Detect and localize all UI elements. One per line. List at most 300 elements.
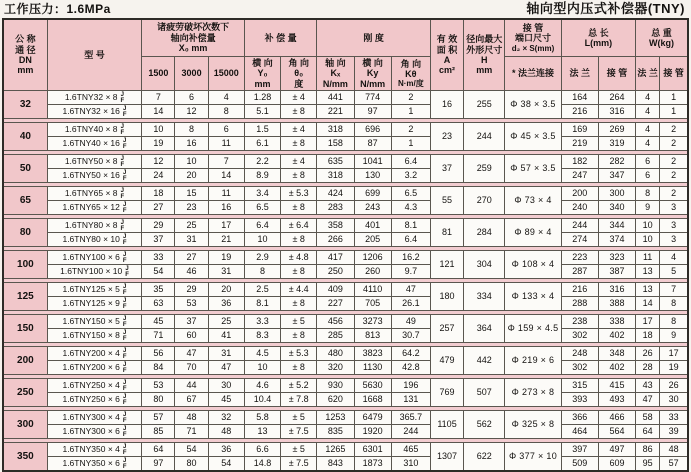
ky-cell: 4110 (354, 283, 391, 297)
kx-cell: 424 (317, 187, 354, 201)
table-row (3, 315, 688, 329)
effective-area-cell: 23 (430, 123, 463, 151)
ktheta-cell: 244 (391, 425, 430, 439)
angular-theta0-cell: ± 8 (281, 201, 317, 215)
kx-cell: 456 (317, 315, 354, 329)
weight-pipe-cell: 3 (660, 201, 688, 215)
lateral-y0-cell: 10 (244, 361, 280, 375)
weight-flange-cell: 86 (636, 443, 660, 457)
length-flange-cell: 248 (561, 347, 598, 361)
model-cell (47, 105, 142, 119)
x0-15000-cell: 54 (208, 457, 244, 472)
model-text: 1.6TNY32 × 16 (62, 105, 120, 116)
x0-3000-cell: 31 (175, 233, 208, 247)
ktheta-cell: 310 (391, 457, 430, 472)
weight-pipe-cell: 2 (660, 137, 688, 151)
length-flange-cell: 219 (561, 137, 598, 151)
x0-3000-cell: 16 (175, 137, 208, 151)
kx-cell: 285 (317, 329, 354, 343)
angular-theta0-cell: ± 7.5 (281, 425, 317, 439)
ktheta-cell: 131 (391, 393, 430, 407)
x0-15000-cell: 11 (208, 137, 244, 151)
pipe-size-cell: Φ 38 × 3.5 (505, 91, 561, 119)
lateral-y0-cell: 2.2 (244, 155, 280, 169)
kx-cell: 1253 (317, 411, 354, 425)
ktheta-cell: 8.1 (391, 219, 430, 233)
ktheta-cell: 47 (391, 283, 430, 297)
connection-type-jf-mark: J F (122, 283, 127, 296)
angular-theta0-cell: ± 5.3 (281, 187, 317, 201)
length-flange-cell: 223 (561, 251, 598, 265)
x0-1500-cell: 29 (142, 219, 175, 233)
weight-flange-cell: 4 (636, 137, 660, 151)
table-row (3, 105, 688, 119)
x0-3000-cell: 12 (175, 105, 208, 119)
dn-cell: 32 (3, 91, 47, 119)
connection-type-jf-mark: J F (122, 251, 127, 264)
ktheta-cell: 64.2 (391, 347, 430, 361)
x0-3000-cell: 37 (175, 315, 208, 329)
x0-3000-cell: 46 (175, 265, 208, 279)
ktheta-cell: 2 (391, 123, 430, 137)
connection-type-jf-mark: J F (122, 233, 127, 246)
connection-type-jf-mark: J F (122, 329, 127, 342)
x0-3000-cell: 23 (175, 201, 208, 215)
table-row (3, 379, 688, 393)
length-pipe-cell: 347 (598, 169, 635, 183)
weight-flange-cell: 14 (636, 297, 660, 311)
lateral-y0-cell: 8.9 (244, 169, 280, 183)
kx-cell: 835 (317, 425, 354, 439)
dn-cell: 50 (3, 155, 47, 183)
length-flange-cell: 216 (561, 283, 598, 297)
subheader-angular-ktheta: 角 向 Kθ N·m/度 (391, 57, 430, 91)
dn-cell: 350 (3, 443, 47, 472)
x0-15000-cell: 17 (208, 219, 244, 233)
effective-area-cell: 257 (430, 315, 463, 343)
x0-1500-cell: 57 (142, 411, 175, 425)
weight-pipe-cell: 3 (660, 219, 688, 233)
x0-1500-cell: 80 (142, 393, 175, 407)
model-text: 1.6TNY50 × 16 (62, 169, 120, 180)
ky-cell: 699 (354, 187, 391, 201)
length-pipe-cell: 319 (598, 137, 635, 151)
weight-pipe-cell: 8 (660, 297, 688, 311)
ktheta-cell: 6.5 (391, 187, 430, 201)
lateral-y0-cell: 6.5 (244, 201, 280, 215)
x0-15000-cell: 47 (208, 361, 244, 375)
length-flange-cell: 302 (561, 361, 598, 375)
x0-15000-cell: 30 (208, 379, 244, 393)
x0-3000-cell: 48 (175, 411, 208, 425)
weight-pipe-cell: 2 (660, 155, 688, 169)
col-header-stiffness-group: 刚 度 (317, 19, 431, 57)
x0-15000-cell: 8 (208, 105, 244, 119)
subheader-axial-kx: 轴 向 Kₓ N/mm (317, 57, 354, 91)
model-cell (47, 137, 142, 151)
angular-theta0-cell: ± 8 (281, 265, 317, 279)
x0-1500-cell: 84 (142, 361, 175, 375)
weight-pipe-cell: 48 (660, 443, 688, 457)
ky-cell: 6301 (354, 443, 391, 457)
ktheta-cell: 9.7 (391, 265, 430, 279)
dn-cell: 300 (3, 411, 47, 439)
working-pressure-title: 工作压力：1.6MPa (4, 2, 111, 16)
weight-flange-cell: 9 (636, 201, 660, 215)
connection-type-jf-mark: J F (122, 393, 127, 406)
ktheta-cell: 196 (391, 379, 430, 393)
weight-flange-cell: 47 (636, 393, 660, 407)
dn-cell: 150 (3, 315, 47, 343)
model-cell (47, 91, 142, 105)
table-row (3, 443, 688, 457)
length-flange-cell: 244 (561, 219, 598, 233)
lateral-y0-cell: 6.1 (244, 137, 280, 151)
weight-flange-cell: 6 (636, 155, 660, 169)
model-cell (47, 219, 142, 233)
model-text: 1.6TNY125 × 5 (62, 283, 120, 294)
pipe-size-cell: Φ 133 × 4 (505, 283, 561, 311)
ky-cell: 87 (354, 137, 391, 151)
pipe-size-cell: Φ 73 × 4 (505, 187, 561, 215)
kx-cell: 930 (317, 379, 354, 393)
weight-pipe-cell: 3 (660, 233, 688, 247)
radial-max-cell: 284 (464, 219, 505, 247)
length-pipe-cell: 264 (598, 91, 635, 105)
ktheta-cell: 465 (391, 443, 430, 457)
x0-15000-cell: 14 (208, 169, 244, 183)
angular-theta0-cell: ± 5 (281, 411, 317, 425)
length-flange-cell: 240 (561, 201, 598, 215)
x0-15000-cell: 48 (208, 425, 244, 439)
table-row (3, 187, 688, 201)
model-label (48, 220, 142, 232)
x0-15000-cell: 36 (208, 297, 244, 311)
model-cell (47, 443, 142, 457)
lateral-y0-cell: 4.6 (244, 379, 280, 393)
model-label (48, 170, 142, 182)
connection-type-jf-mark: J F (122, 457, 127, 470)
connection-type-jf-mark: J F (122, 297, 127, 310)
x0-1500-cell: 37 (142, 233, 175, 247)
model-text: 1.6TNY80 × 10 (62, 233, 120, 244)
model-label (48, 458, 142, 470)
model-label (48, 394, 142, 406)
x0-1500-cell: 54 (142, 265, 175, 279)
connection-type-jf-mark: J F (120, 155, 125, 168)
x0-15000-cell: 25 (208, 315, 244, 329)
radial-max-cell: 622 (464, 443, 505, 472)
x0-15000-cell: 31 (208, 265, 244, 279)
weight-flange-cell: 95 (636, 457, 660, 472)
weight-flange-cell: 64 (636, 425, 660, 439)
radial-max-cell: 304 (464, 251, 505, 279)
model-text: 1.6TNY250 × 4 (62, 379, 120, 390)
dn-cell: 65 (3, 187, 47, 215)
kx-cell: 250 (317, 265, 354, 279)
length-pipe-cell: 388 (598, 297, 635, 311)
x0-15000-cell: 32 (208, 411, 244, 425)
table-row (3, 233, 688, 247)
x0-3000-cell: 27 (175, 251, 208, 265)
weight-flange-cell: 10 (636, 219, 660, 233)
kx-cell: 409 (317, 283, 354, 297)
weight-flange-cell: 58 (636, 411, 660, 425)
model-text: 1.6TNY250 × 6 (62, 393, 120, 404)
connection-type-jf-mark: J F (122, 315, 127, 328)
angular-theta0-cell: ± 8 (281, 233, 317, 247)
weight-flange-cell: 18 (636, 329, 660, 343)
length-flange-cell: 164 (561, 91, 598, 105)
length-flange-cell: 200 (561, 187, 598, 201)
connection-type-jf-mark: J F (122, 411, 127, 424)
ktheta-cell: 1 (391, 105, 430, 119)
x0-1500-cell: 85 (142, 425, 175, 439)
kx-cell: 480 (317, 347, 354, 361)
model-cell (47, 329, 142, 343)
model-cell (47, 425, 142, 439)
lateral-y0-cell: 3.3 (244, 315, 280, 329)
radial-max-cell: 255 (464, 91, 505, 119)
ktheta-cell: 3.2 (391, 169, 430, 183)
compensator-spec-table (2, 18, 689, 472)
x0-1500-cell: 24 (142, 169, 175, 183)
pipe-size-cell: Φ 108 × 4 (505, 251, 561, 279)
col-header-pipe-end: 接 管 端口尺寸 d₂ × S(mm) (505, 19, 561, 57)
angular-theta0-cell: ± 5.2 (281, 379, 317, 393)
ktheta-cell: 6.4 (391, 233, 430, 247)
table-row (3, 169, 688, 183)
subheader-cycles-15000: 15000 (208, 57, 244, 91)
lateral-y0-cell: 8 (244, 265, 280, 279)
kx-cell: 320 (317, 361, 354, 375)
weight-pipe-cell: 1 (660, 91, 688, 105)
length-pipe-cell: 269 (598, 123, 635, 137)
dn-cell: 40 (3, 123, 47, 151)
connection-type-jf-mark: J F (122, 425, 127, 438)
weight-pipe-cell: 19 (660, 361, 688, 375)
table-row (3, 283, 688, 297)
dn-cell: 200 (3, 347, 47, 375)
effective-area-cell: 180 (430, 283, 463, 311)
col-header-total-length: 总 长 L(mm) (561, 19, 635, 57)
lateral-y0-cell: 13 (244, 425, 280, 439)
weight-pipe-cell: 17 (660, 347, 688, 361)
model-label (48, 412, 142, 424)
length-flange-cell: 366 (561, 411, 598, 425)
lateral-y0-cell: 3.4 (244, 187, 280, 201)
length-pipe-cell: 493 (598, 393, 635, 407)
title-bar (0, 0, 691, 18)
x0-15000-cell: 6 (208, 123, 244, 137)
weight-pipe-cell: 1 (660, 105, 688, 119)
kx-cell: 441 (317, 91, 354, 105)
weight-pipe-cell: 33 (660, 411, 688, 425)
subheader-lateral-y0: 横 向 Y₀ mm (244, 57, 280, 91)
x0-15000-cell: 21 (208, 233, 244, 247)
subheader-angular-theta0: 角 向 θ₀ 度 (281, 57, 317, 91)
angular-theta0-cell: ± 7.8 (281, 393, 317, 407)
weight-pipe-cell: 26 (660, 379, 688, 393)
x0-3000-cell: 10 (175, 155, 208, 169)
x0-15000-cell: 41 (208, 329, 244, 343)
length-flange-cell: 169 (561, 123, 598, 137)
x0-1500-cell: 18 (142, 187, 175, 201)
model-label (48, 124, 142, 136)
length-flange-cell: 182 (561, 155, 598, 169)
ky-cell: 6479 (354, 411, 391, 425)
x0-15000-cell: 36 (208, 443, 244, 457)
radial-max-cell: 364 (464, 315, 505, 343)
lateral-y0-cell: 5.1 (244, 105, 280, 119)
model-cell (47, 233, 142, 247)
model-label (48, 188, 142, 200)
ktheta-cell: 1 (391, 137, 430, 151)
x0-3000-cell: 6 (175, 91, 208, 105)
x0-1500-cell: 19 (142, 137, 175, 151)
ktheta-cell: 365.7 (391, 411, 430, 425)
radial-max-cell: 442 (464, 347, 505, 375)
lateral-y0-cell: 1.28 (244, 91, 280, 105)
length-pipe-cell: 497 (598, 443, 635, 457)
angular-theta0-cell: ± 6.4 (281, 219, 317, 233)
connection-type-jf-mark: J F (122, 361, 127, 374)
kx-cell: 266 (317, 233, 354, 247)
ky-cell: 1668 (354, 393, 391, 407)
radial-max-cell: 244 (464, 123, 505, 151)
model-text: 1.6TNY350 × 4 (62, 443, 120, 454)
pipe-size-cell: Φ 219 × 6 (505, 347, 561, 375)
model-cell (47, 457, 142, 472)
model-text: 1.6TNY32 × 8 (64, 91, 118, 102)
angular-theta0-cell: ± 4.4 (281, 283, 317, 297)
length-pipe-cell: 415 (598, 379, 635, 393)
ky-cell: 1041 (354, 155, 391, 169)
model-label (48, 252, 142, 264)
model-text: 1.6TNY125 × 9 (62, 297, 120, 308)
weight-flange-cell: 11 (636, 251, 660, 265)
length-pipe-cell: 344 (598, 219, 635, 233)
connection-type-jf-mark: J F (120, 123, 125, 136)
model-cell (47, 283, 142, 297)
pipe-size-cell: Φ 57 × 3.5 (505, 155, 561, 183)
table-row (3, 297, 688, 311)
model-label (48, 266, 142, 278)
kx-cell: 227 (317, 297, 354, 311)
kx-cell: 158 (317, 137, 354, 151)
col-header-dn: 公 称 通 径 DN mm (3, 19, 47, 91)
x0-3000-cell: 71 (175, 425, 208, 439)
x0-1500-cell: 71 (142, 329, 175, 343)
lateral-y0-cell: 5.8 (244, 411, 280, 425)
x0-15000-cell: 19 (208, 251, 244, 265)
angular-theta0-cell: ± 8 (281, 169, 317, 183)
model-cell (47, 393, 142, 407)
weight-pipe-cell: 39 (660, 425, 688, 439)
ky-cell: 243 (354, 201, 391, 215)
subheader-lateral-ky: 横 向 Ky N/mm (354, 57, 391, 91)
x0-3000-cell: 15 (175, 187, 208, 201)
table-row (3, 91, 688, 105)
x0-1500-cell: 12 (142, 155, 175, 169)
table-row (3, 425, 688, 439)
length-pipe-cell: 402 (598, 329, 635, 343)
model-label (48, 234, 142, 246)
length-flange-cell: 315 (561, 379, 598, 393)
pipe-size-cell: Φ 325 × 8 (505, 411, 561, 439)
model-text: 1.6TNY50 × 8 (64, 155, 118, 166)
ky-cell: 3273 (354, 315, 391, 329)
weight-pipe-cell: 57 (660, 457, 688, 472)
x0-3000-cell: 80 (175, 457, 208, 472)
x0-3000-cell: 44 (175, 379, 208, 393)
length-pipe-cell: 323 (598, 251, 635, 265)
dn-cell: 250 (3, 379, 47, 407)
kx-cell: 221 (317, 105, 354, 119)
model-cell (47, 201, 142, 215)
product-title: 轴向型内压式补偿器(TNY) (526, 1, 685, 16)
model-cell (47, 379, 142, 393)
length-pipe-cell: 374 (598, 233, 635, 247)
lateral-y0-cell: 4.5 (244, 347, 280, 361)
model-label (48, 426, 142, 438)
model-text: 1.6TNY80 × 8 (64, 219, 118, 230)
ky-cell: 260 (354, 265, 391, 279)
ktheta-cell: 26.1 (391, 297, 430, 311)
ktheta-cell: 2 (391, 91, 430, 105)
x0-1500-cell: 33 (142, 251, 175, 265)
subheader-weight-flange: 法 兰 (636, 57, 660, 91)
weight-flange-cell: 8 (636, 187, 660, 201)
model-label (48, 348, 142, 360)
length-pipe-cell: 466 (598, 411, 635, 425)
model-label (48, 316, 142, 328)
kx-cell: 635 (317, 155, 354, 169)
length-pipe-cell: 402 (598, 361, 635, 375)
model-label (48, 106, 142, 118)
length-flange-cell: 288 (561, 297, 598, 311)
weight-flange-cell: 26 (636, 347, 660, 361)
model-cell (47, 297, 142, 311)
ky-cell: 774 (354, 91, 391, 105)
connection-type-jf-mark: J F (120, 187, 125, 200)
x0-3000-cell: 47 (175, 347, 208, 361)
length-flange-cell: 393 (561, 393, 598, 407)
table-row (3, 265, 688, 279)
effective-area-cell: 81 (430, 219, 463, 247)
length-flange-cell: 397 (561, 443, 598, 457)
x0-3000-cell: 60 (175, 329, 208, 343)
model-text: 1.6TNY200 × 6 (62, 361, 120, 372)
x0-15000-cell: 7 (208, 155, 244, 169)
col-header-compensation-group: 补 偿 量 (244, 19, 316, 57)
length-flange-cell: 247 (561, 169, 598, 183)
table-row (3, 201, 688, 215)
model-label (48, 284, 142, 296)
effective-area-cell: 37 (430, 155, 463, 183)
lateral-y0-cell: 10 (244, 233, 280, 247)
model-text: 1.6TNY150 × 5 (62, 315, 120, 326)
weight-flange-cell: 13 (636, 265, 660, 279)
length-pipe-cell: 387 (598, 265, 635, 279)
length-flange-cell: 302 (561, 329, 598, 343)
model-text: 1.6TNY40 × 16 (62, 137, 120, 148)
ky-cell: 813 (354, 329, 391, 343)
ky-cell: 205 (354, 233, 391, 247)
lateral-y0-cell: 10.4 (244, 393, 280, 407)
x0-15000-cell: 31 (208, 347, 244, 361)
x0-15000-cell: 16 (208, 201, 244, 215)
